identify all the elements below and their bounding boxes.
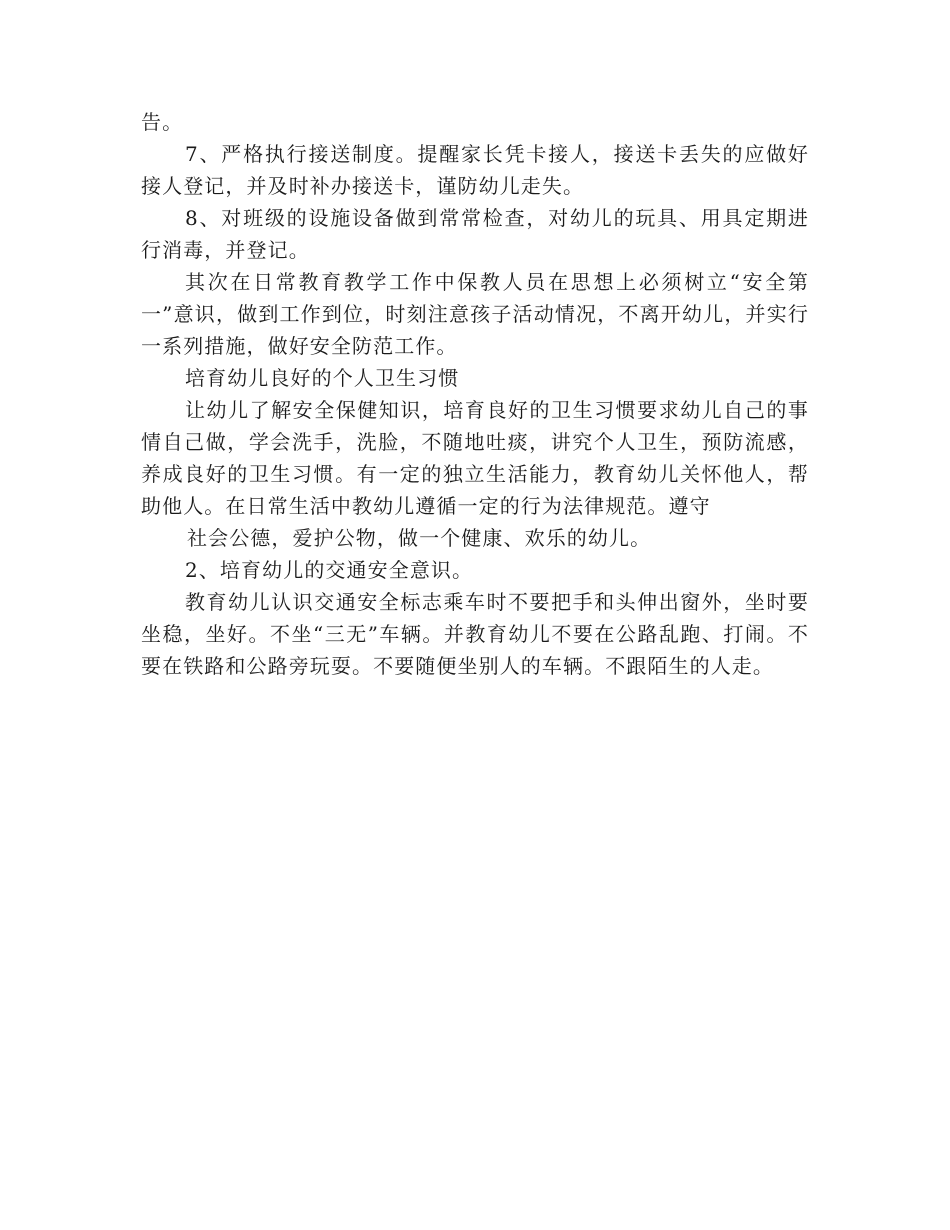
paragraph-traffic: 教育幼儿认识交通安全标志乘车时不要把手和头伸出窗外，坐时要坐稳，坐好。不坐“三无”车辆。并教育幼儿不要在公路乱跑、打闹。不要在铁路和公路旁玩耍。不要随便坐别人的车辆。不跟陌生的人走。 bbox=[141, 590, 809, 678]
section-heading-hygiene: 培育幼儿良好的个人卫生习惯 bbox=[185, 366, 460, 390]
paragraph-continuation: 告。 bbox=[141, 110, 184, 134]
section-heading-traffic: 2、培育幼儿的交通安全意识。 bbox=[185, 558, 474, 582]
paragraph-hygiene-continued: 社会公德，爱护公物，做一个健康、欢乐的幼儿。 bbox=[187, 526, 652, 550]
paragraph-safety-first: 其次在日常教育教学工作中保教人员在思想上必须树立“安全第一”意识，做到工作到位，时刻注意孩子活动情况，不离开幼儿，并实行一系列措施，做好安全防范工作。 bbox=[141, 270, 809, 358]
paragraph-item-8: 8、对班级的设施设备做到常常检查，对幼儿的玩具、用具定期进行消毒，并登记。 bbox=[141, 206, 809, 262]
paragraph-item-7: 7、严格执行接送制度。提醒家长凭卡接人，接送卡丢失的应做好接人登记，并及时补办接送卡，谨防幼儿走失。 bbox=[141, 142, 809, 198]
document-body bbox=[141, 106, 809, 682]
paragraph-hygiene: 让幼儿了解安全保健知识，培育良好的卫生习惯要求幼儿自己的事情自己做，学会洗手，洗脸，不随地吐痰，讲究个人卫生，预防流感，养成良好的卫生习惯。有一定的独立生活能力，教育幼儿关怀他人，帮助他人。在日常生活中教幼儿遵循一定的行为法律规范。遵守 bbox=[141, 398, 809, 518]
